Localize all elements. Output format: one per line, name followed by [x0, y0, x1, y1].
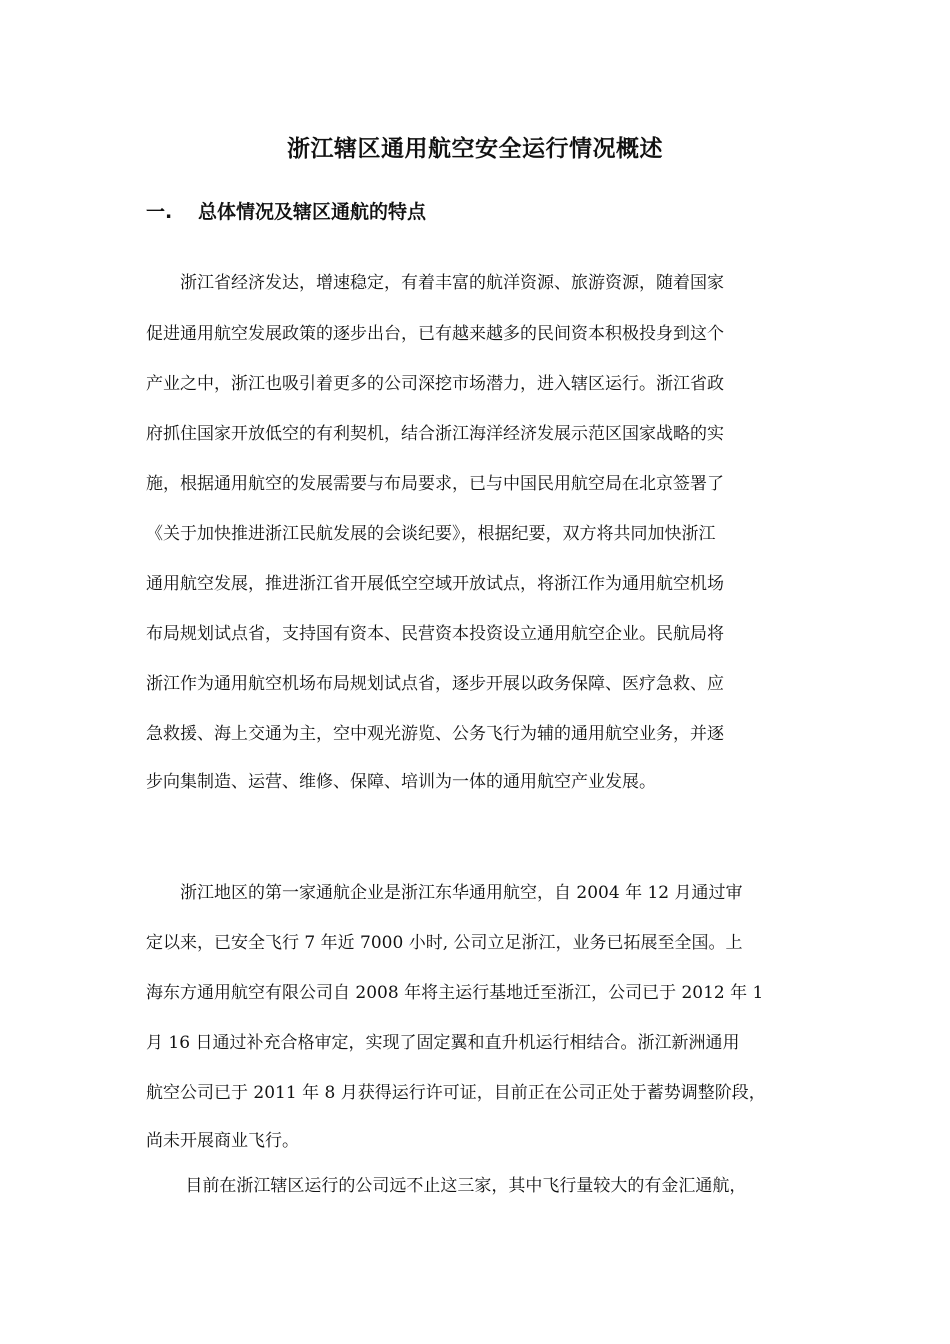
paragraph-line: 步向集制造、运营、维修、保障、培训为一体的通用航空产业发展。 — [146, 772, 656, 792]
section-number: 一. — [146, 201, 173, 223]
paragraph-line: 浙江省经济发达，增速稳定，有着丰富的航洋资源、旅游资源，随着国家 — [146, 273, 724, 293]
paragraph-line: 尚未开展商业飞行。 — [146, 1131, 299, 1151]
paragraph-line: 通用航空发展，推进浙江省开展低空空域开放试点，将浙江作为通用航空机场 — [146, 574, 724, 594]
document-title: 浙江辖区通用航空安全运行情况概述 — [287, 136, 663, 162]
section-heading-text: 总体情况及辖区通航的特点 — [198, 201, 427, 223]
paragraph-line: 布局规划试点省，支持国有资本、民营资本投资设立通用航空企业。民航局将 — [146, 624, 724, 644]
paragraph-line: 施，根据通用航空的发展需要与布局要求，已与中国民用航空局在北京签署了 — [146, 474, 724, 494]
paragraph-line: 府抓住国家开放低空的有利契机，结合浙江海洋经济发展示范区国家战略的实 — [146, 424, 724, 444]
paragraph-line: 浙江作为通用航空机场布局规划试点省，逐步开展以政务保障、医疗急救、应 — [146, 674, 724, 694]
section-heading — [146, 196, 426, 228]
paragraph-line: 产业之中，浙江也吸引着更多的公司深挖市场潜力，进入辖区运行。浙江省政 — [146, 374, 724, 394]
paragraph-line: 月 16 日通过补充合格审定，实现了固定翼和直升机运行相结合。浙江新洲通用 — [146, 1033, 740, 1053]
paragraph-line: 浙江地区的第一家通航企业是浙江东华通用航空，自 2004 年 12 月通过审 — [146, 883, 743, 903]
paragraph-line: 急救援、海上交通为主，空中观光游览、公务飞行为辅的通用航空业务，并逐 — [146, 724, 724, 744]
paragraph-line: 目前在浙江辖区运行的公司远不止这三家，其中飞行量较大的有金汇通航， — [146, 1176, 747, 1196]
paragraph-line: 航空公司已于 2011 年 8 月获得运行许可证，目前正在公司正处于蓄势调整阶段， — [146, 1083, 766, 1103]
paragraph-line: 定以来，已安全飞行 7 年近 7000 小时, 公司立足浙江，业务已拓展至全国。上 — [146, 933, 743, 953]
paragraph-line: 《关于加快推进浙江民航发展的会谈纪要》，根据纪要，双方将共同加快浙江 — [146, 524, 716, 544]
paragraph-line: 海东方通用航空有限公司自 2008 年将主运行基地迁至浙江，公司已于 2012 年 1 — [146, 983, 764, 1003]
paragraph-line: 促进通用航空发展政策的逐步出台，已有越来越多的民间资本积极投身到这个 — [146, 324, 724, 344]
